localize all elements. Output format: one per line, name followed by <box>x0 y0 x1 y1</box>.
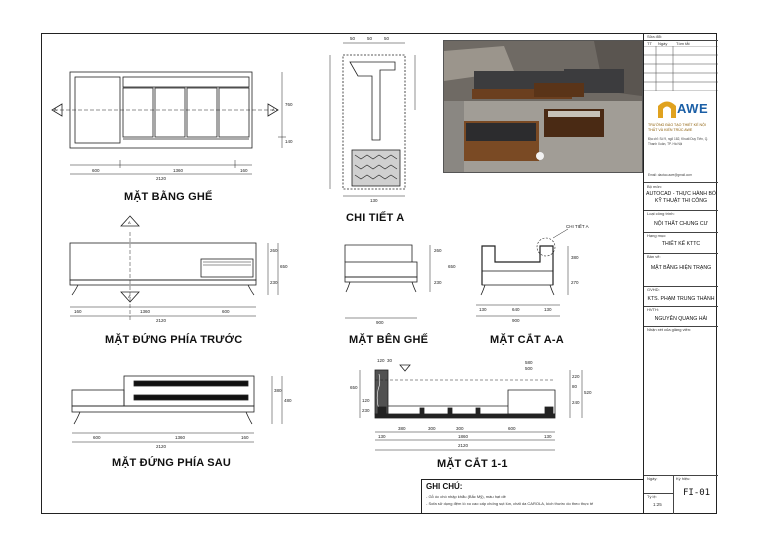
item-caption: Hạng mục: <box>647 233 667 238</box>
detail-dim-top-1: 50 <box>350 36 356 41</box>
subject-caption: Bộ môn: <box>647 184 662 189</box>
back-dim-600: 600 <box>93 435 101 440</box>
s11-dim-130-right: 130 <box>544 434 552 439</box>
side-dim-width: 900 <box>376 320 384 325</box>
notes-heading: GHI CHÚ: <box>426 482 463 491</box>
sheet-number: FI-01 <box>683 488 711 498</box>
section-mark-front-top: A <box>128 220 131 225</box>
detail-dim-top-2: 50 <box>367 36 373 41</box>
note-line-2: - Sofa sử dụng đệm lò xo cao cấp chống sụt lún, chất da CAROLA, kích thước do theo thực tế <box>426 501 594 506</box>
s11-dim-230-left: 230 <box>362 408 370 413</box>
plan-dim-1360: 1360 <box>173 168 184 173</box>
front-dim-600: 600 <box>222 309 230 314</box>
s11-dim-300b: 300 <box>456 426 464 431</box>
date-caption: Ngày: <box>647 476 658 481</box>
drawing-caption: Bản vẽ: <box>647 254 661 259</box>
s11-dim-300a: 300 <box>428 426 436 431</box>
rev-col-date: Ngày <box>658 41 668 46</box>
awe-logo-icon <box>656 97 678 119</box>
sofa-reference-photo <box>443 40 643 173</box>
revision-grid <box>644 46 718 91</box>
front-elevation-drawing <box>70 216 278 320</box>
back-elevation-drawing <box>72 376 282 442</box>
s11-dim-650: 650 <box>350 385 358 390</box>
front-dim-230: 230 <box>270 280 278 285</box>
back-dim-480: 480 <box>284 398 292 403</box>
s11-dim-600: 600 <box>508 426 516 431</box>
front-dim-total: 2120 <box>156 318 167 323</box>
plan-dim-140: 140 <box>285 139 293 144</box>
s11-dim-500: 500 <box>525 366 533 371</box>
front-dim-260: 260 <box>270 248 278 253</box>
hvth-caption: HVTH: <box>647 307 659 312</box>
school-name: TRƯỜNG ĐÀO TẠO THIẾT KẾ NỘI THẤT VÀ KIẾN TRÚC AWE <box>648 123 706 132</box>
s11-dim-120: 120 <box>377 358 385 363</box>
detail-a-drawing <box>330 43 415 196</box>
plan-dim-depth: 760 <box>285 102 293 107</box>
section-mark-a-right: A <box>272 107 275 112</box>
school-address: Địa chỉ: Số 9, ngõ 182, Khuất Duy Tiến, Q. Thanh Xuân, TP. Hà Nội <box>648 137 709 146</box>
aa-dim-380: 380 <box>571 255 579 260</box>
date-divider <box>673 475 674 514</box>
hvth-value: NGUYỄN QUANG HẢI <box>654 316 708 322</box>
s11-dim-520: 520 <box>584 390 592 395</box>
section-11-title: MẶT CẮT 1-1 <box>437 458 508 470</box>
detail-dim-bottom: 130 <box>370 198 378 203</box>
front-dim-1360: 1360 <box>140 309 151 314</box>
back-dim-total: 2120 <box>156 444 167 449</box>
rev-col-tt: TT <box>647 41 652 46</box>
comment-caption: Nhận xét của giảng viên: <box>647 327 692 332</box>
s11-dim-220: 220 <box>572 374 580 379</box>
section-aa-title: MẶT CẮT A-A <box>490 334 564 346</box>
detail-a-title: CHI TIẾT A <box>346 212 405 224</box>
gvhd-value: KTS. PHẠM TRUNG THÀNH <box>647 296 715 302</box>
plan-dim-600: 600 <box>92 168 100 173</box>
s11-dim-580: 580 <box>525 360 533 365</box>
side-elevation-drawing <box>345 245 430 318</box>
back-dim-380: 380 <box>274 388 282 393</box>
revision-label: Sửa đổi: <box>647 34 663 39</box>
back-dim-1360: 1360 <box>175 435 186 440</box>
plan-dim-total: 2120 <box>156 176 167 181</box>
back-elevation-title: MẶT ĐỨNG PHÍA SAU <box>112 457 232 469</box>
section-mark-front-bottom: A <box>128 294 131 299</box>
side-dim-230: 230 <box>434 280 442 285</box>
s11-dim-120-left: 120 <box>362 398 370 403</box>
side-dim-650: 650 <box>448 264 456 269</box>
plan-view-drawing <box>52 72 286 174</box>
front-dim-160: 160 <box>74 309 82 314</box>
aa-dim-270: 270 <box>571 280 579 285</box>
aa-dim-130-right: 130 <box>544 307 552 312</box>
detail-dim-top-3: 50 <box>384 36 390 41</box>
drawing-value: MẶT BẰNG HIỆN TRẠNG <box>650 265 712 271</box>
plan-dim-160: 160 <box>240 168 248 173</box>
front-elevation-title: MẶT ĐỨNG PHÍA TRƯỚC <box>105 334 243 346</box>
scale-caption: Tỷ lệ: <box>647 494 657 499</box>
scale-value: 1:25 <box>653 502 662 507</box>
s11-dim-130-left: 130 <box>378 434 386 439</box>
gvhd-caption: GVHD: <box>647 287 660 292</box>
plan-view-title: MẶT BẰNG GHẾ <box>124 191 213 203</box>
aa-dim-total: 900 <box>512 318 520 323</box>
sheet-caption: Ký hiệu: <box>676 476 691 481</box>
notes-box <box>421 479 643 514</box>
s11-dim-1860: 1860 <box>458 434 469 439</box>
side-dim-260: 260 <box>434 248 442 253</box>
rev-col-summary: Tóm tắt <box>676 41 690 46</box>
back-dim-160: 160 <box>241 435 249 440</box>
subject-row <box>644 182 718 183</box>
s11-dim-total: 2120 <box>458 443 469 448</box>
title-block <box>643 33 717 514</box>
aa-dim-130-left: 130 <box>479 307 487 312</box>
school-email: Email: daotao.awe@gmail.com <box>648 173 692 177</box>
s11-dim-80: 80 <box>572 384 578 389</box>
logo-text: AWE <box>677 101 709 116</box>
section-mark-a-left: A <box>54 107 57 112</box>
subject-value: AUTOCAD - THỰC HÀNH BỔ KỸ THUẬT THI CÔNG <box>646 191 716 204</box>
project-caption: Loại công trình: <box>647 211 675 216</box>
front-dim-650: 650 <box>280 264 288 269</box>
s11-dim-380: 380 <box>398 426 406 431</box>
s11-dim-240: 240 <box>572 400 580 405</box>
note-line-1: - Gỗ óc chó nhập khẩu (Bắc Mỹ), màu hạt dẻ <box>426 494 506 499</box>
aa-detail-ref: CHI TIẾT A <box>566 224 589 229</box>
aa-dim-640: 640 <box>512 307 520 312</box>
project-value: NỘI THẤT CHUNG CƯ <box>653 221 709 227</box>
section-aa-drawing <box>476 229 568 316</box>
item-value: THIẾT KẾ KTTC <box>661 241 701 247</box>
side-elevation-title: MẶT BÊN GHẾ <box>349 334 429 346</box>
s11-dim-30: 30 <box>387 358 393 363</box>
